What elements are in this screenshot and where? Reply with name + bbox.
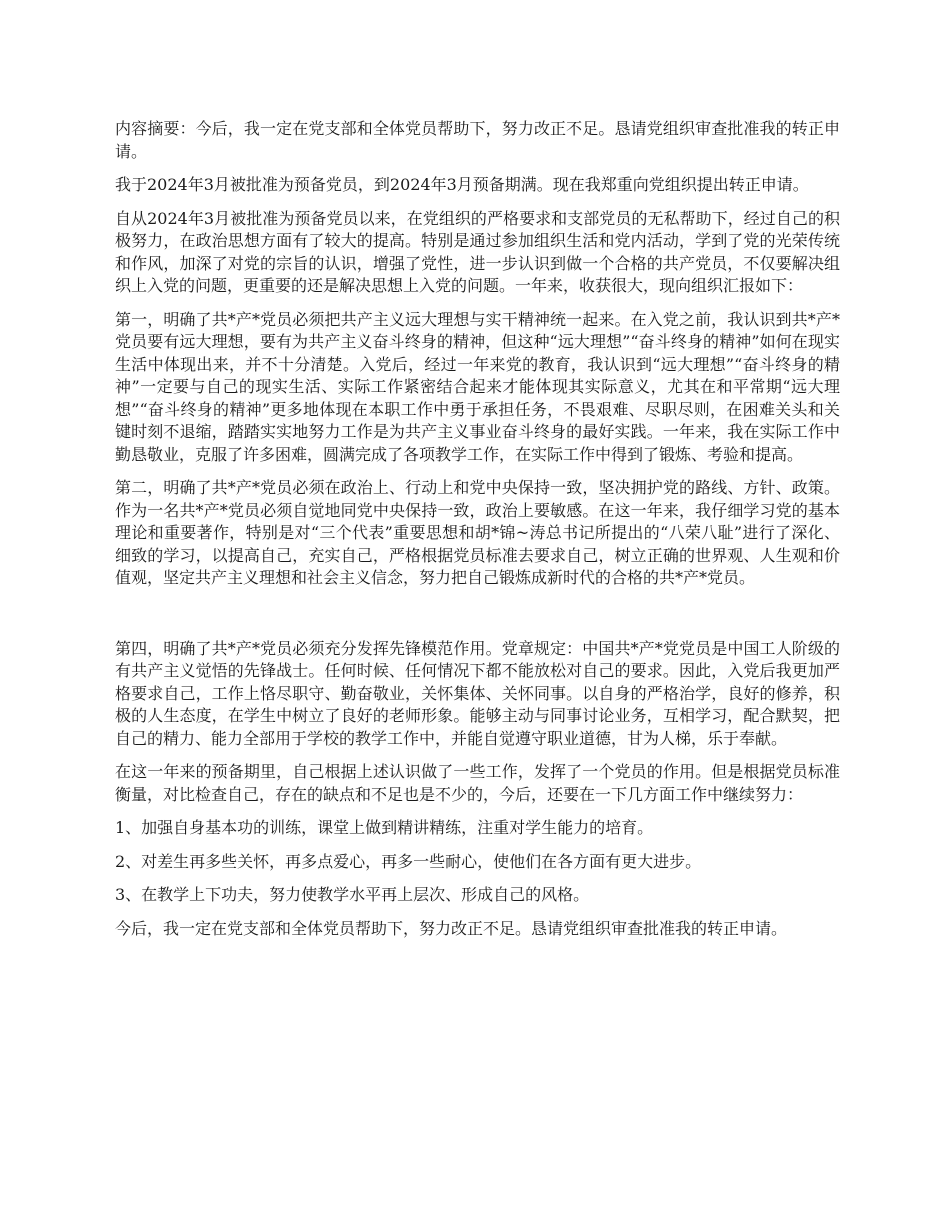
self-review-paragraph: 在这一年来的预备期里，自己根据上述认识做了一些工作，发挥了一个党员的作用。但是根据党员标准衡量，对比检查自己，存在的缺点和不足也是不少的，今后，还要在一下几方面工作中继续努力： — [115, 762, 840, 804]
closing-paragraph: 今后，我一定在党支部和全体党员帮助下，努力改正不足。恳请党组织审查批准我的转正申请。 — [115, 918, 788, 938]
point-four-paragraph: 第四，明确了共*产*党员必须充分发挥先锋模范作用。党章规定：中国共*产*党党员是中国工人阶级的有共产主义觉悟的先锋战士。任何时候、任何情况下都不能放松对自己的要求。因此，入党后我更加严格要求自己，工作上恪尽职守、勤奋敬业，关怀集体、关怀同事。以自身的严格治学，良好的修养，积极的人生态度，在学生中树立了良好的老师形象。能够主动与同事讨论业务，互相学习，配合默契，把自己的精力、能力全部用于学校的教学工作中，并能自觉遵守职业道德，甘为人梯，乐于奉献。 — [115, 638, 840, 748]
point-two-paragraph: 第二，明确了共*产*党员必须在政治上、行动上和党中央保持一致，坚决拥护党的路线、方针、政策。作为一名共*产*党员必须自觉地同党中央保持一致，政治上要敏感。在这一年来，我仔细学习党的基本理论和重要著作，特别是对“三个代表”重要思想和胡*锦~涛总书记所提出的“八荣八耻”进行了深化、细致的学习，以提高自己，充实自己，严格根据党员标准去要求自己，树立正确的世界观、人生观和价值观，坚定共产主义理想和社会主义信念，努力把自己锻炼成新时代的合格的共*产*党员。 — [115, 478, 840, 587]
application-paragraph: 我于2024年3月被批准为预备党员，到2024年3月预备期满。现在我郑重向党组织提出转正申请。 — [115, 175, 809, 194]
section-gap — [115, 601, 840, 638]
improvement-item-1: 1、加强自身基本功的训练，课堂上做到精讲精练，注重对学生能力的培育。 — [115, 818, 654, 837]
improvement-item-2: 2、对差生再多些关怀，再多点爱心，再多一些耐心，使他们在各方面有更大进步。 — [115, 851, 702, 871]
document-body — [115, 118, 840, 951]
intro-paragraph: 自从2024年3月被批准为预备党员以来，在党组织的严格要求和支部党员的无私帮助下，经过自己的积极努力，在政治思想方面有了较大的提高。特别是通过参加组织生活和党内活动，学到了党的光荣传统和作风，加深了对党的宗旨的认识，增强了党性，进一步认识到做一个合格的共产党员，不仅要解决组织上入党的问题，更重要的还是解决思想上入党的问题。一年来，收获很大，现向组织汇报如下： — [115, 208, 840, 295]
point-one-paragraph: 第一，明确了共*产*党员必须把共产主义远大理想与实干精神统一起来。在入党之前，我认识到共*产*党员要有远大理想，要有为共产主义奋斗终身的精神，但这种“远大理想”“奋斗终身的精神”如何在现实生活中体现出来，并不十分清楚。入党后，经过一年来党的教育，我认识到“远大理想”“奋斗终身的精神”一定要与自己的现实生活、实际工作紧密结合起来才能体现其实际意义，尤其在和平常期“远大理想”“奋斗终身的精神”更多地体现在本职工作中勇于承担任务，不畏艰难、尽职尽则，在困难关头和关键时刻不退缩，踏踏实实地努力工作是为共产主义事业奋斗终身的最好实践。一年来，我在实际工作中勤恳敬业，克服了许多困难，圆满完成了各项教学工作，在实际工作中得到了锻炼、考验和提高。 — [115, 309, 840, 464]
improvement-item-3: 3、在教学上下功夫，努力使教学水平再上层次、形成自己的风格。 — [115, 885, 590, 904]
summary-paragraph: 内容摘要：今后，我一定在党支部和全体党员帮助下，努力改正不足。恳请党组织审查批准我的转正申请。 — [115, 119, 840, 161]
